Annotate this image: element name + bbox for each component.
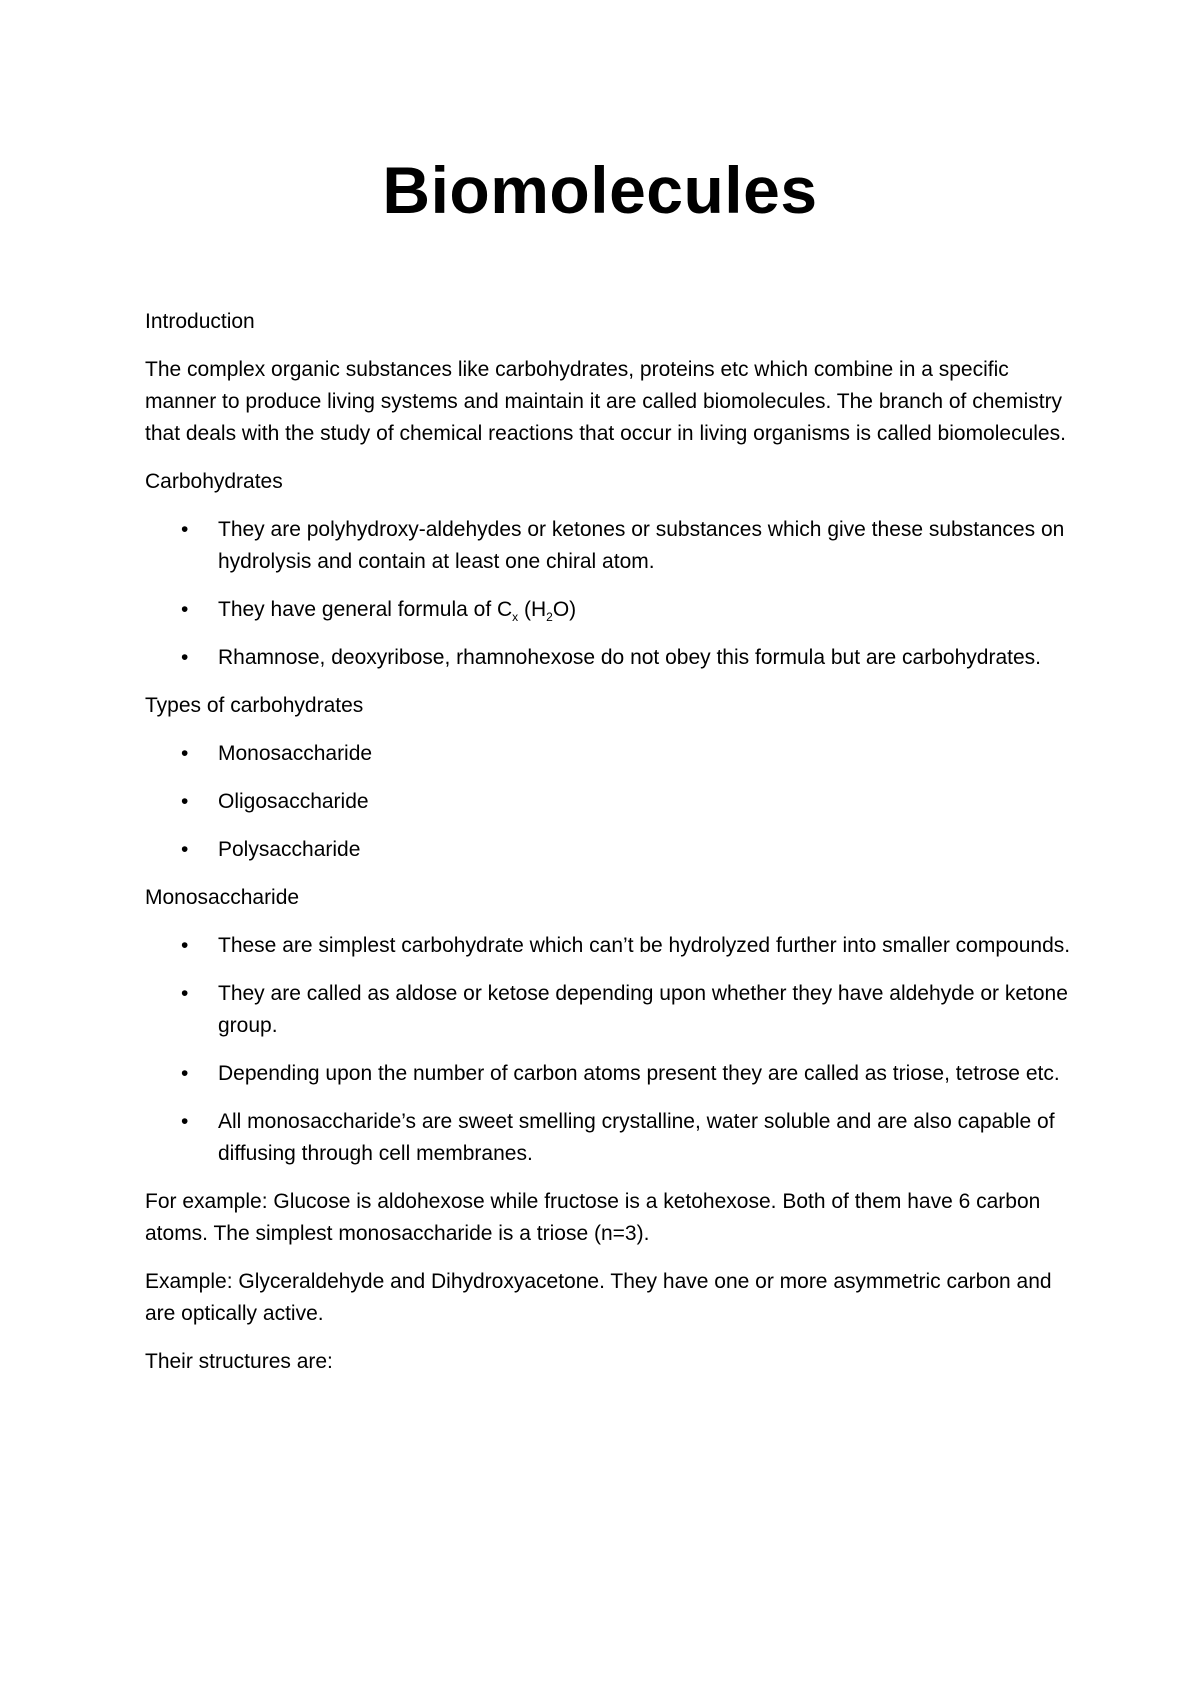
carbohydrates-heading: Carbohydrates [145,470,283,493]
list-item-text: These are simplest carbohydrate which can’t be hydrolyzed further into smaller compounds. [218,934,1071,957]
list-item [145,1106,1075,1170]
carbohydrates-list [145,514,1075,674]
monosaccharide-list [145,930,1075,1170]
bullet-icon: • [181,1062,189,1085]
formula-subscript-x: x [512,610,519,625]
structures-label: Their structures are: [145,1350,333,1373]
list-item [145,594,1075,626]
formula-prefix: They have general formula of C [218,598,513,621]
list-item [145,642,1075,674]
bullet-icon: • [181,742,189,765]
bullet-icon: • [181,1110,189,1133]
list-item [145,738,1075,770]
intro-paragraph: The complex organic substances like carbohydrates, proteins etc which combine in a specific manner to produce living systems and maintain it are called biomolecules. The branch of chemistry that deals with the study of chemical reactions that occur in living organisms is called biomolecules. [145,358,1066,445]
bullet-icon: • [181,598,189,621]
bullet-icon: • [181,790,189,813]
list-item [145,786,1075,818]
example-paragraph: For example: Glucose is aldohexose while fructose is a ketohexose. Both of them have 6 carbon atoms. The simplest monosaccharide is a triose (n=3). [145,1190,1041,1245]
list-item-text: Rhamnose, deoxyribose, rhamnohexose do not obey this formula but are carbohydrates. [218,646,1041,669]
list-item [145,930,1075,962]
list-item-text: Polysaccharide [218,838,361,861]
list-item [145,1058,1075,1090]
formula-suffix: O) [552,598,577,621]
types-heading: Types of carbohydrates [145,694,364,717]
list-item-text: They are called as aldose or ketose depending upon whether they have aldehyde or ketone group. [218,982,1068,1037]
list-item-text: They are polyhydroxy-aldehydes or ketones or substances which give these substances on hydrolysis and contain at least one chiral atom. [218,518,1065,573]
formula-subscript-2: 2 [546,610,553,625]
bullet-icon: • [181,934,189,957]
list-item-text: Depending upon the number of carbon atoms present they are called as triose, tetrose etc. [218,1062,1060,1085]
bullet-icon: • [181,518,189,541]
formula-mid: (H [518,598,547,621]
example2-paragraph: Example: Glyceraldehyde and Dihydroxyacetone. They have one or more asymmetric carbon and are optically active. [145,1270,1052,1325]
list-item [145,834,1075,866]
intro-heading: Introduction [145,310,255,333]
list-item-text: Oligosaccharide [218,790,369,813]
list-item-text: All monosaccharide’s are sweet smelling crystalline, water soluble and are also capable of diffusing through cell membranes. [218,1110,1055,1165]
list-item [145,514,1075,578]
document-body [145,306,1075,1394]
bullet-icon: • [181,838,189,861]
list-item-text: Monosaccharide [218,742,373,765]
list-item [145,978,1075,1042]
types-list [145,738,1075,866]
monosaccharide-heading: Monosaccharide [145,886,300,909]
document-title: Biomolecules [382,153,818,227]
bullet-icon: • [181,982,189,1005]
bullet-icon: • [181,646,189,669]
